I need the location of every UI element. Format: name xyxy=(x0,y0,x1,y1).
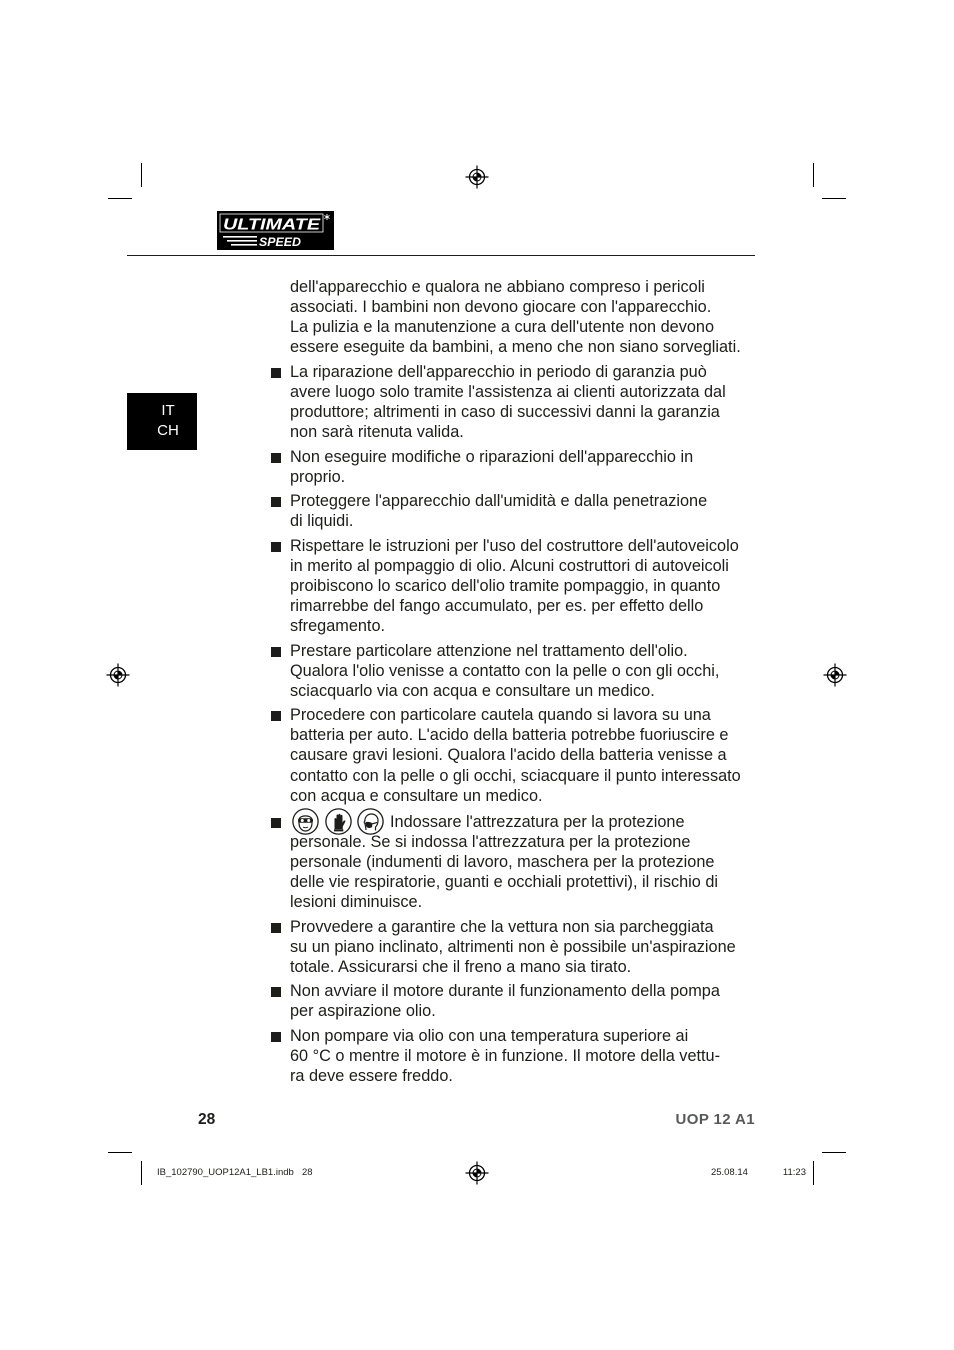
registration-mark xyxy=(106,663,130,687)
crop-mark xyxy=(822,198,846,199)
header-rule xyxy=(127,255,755,256)
text-line: su un piano inclinato, altrimenti non è possibile un'aspirazione xyxy=(290,937,736,956)
model-number: UOP 12 A1 xyxy=(675,1111,755,1128)
print-slug-file: IB_102790_UOP12A1_LB1.indb xyxy=(157,1167,294,1178)
text-line: per aspirazione olio. xyxy=(290,1002,436,1021)
crop-mark xyxy=(822,1152,846,1153)
text-line: Qualora l'olio venisse a contatto con la pelle o con gli occhi, xyxy=(290,661,720,680)
safety-instruction xyxy=(290,491,760,531)
print-slug-date: 25.08.14 xyxy=(710,1167,748,1178)
text-line: contatto con la pelle o gli occhi, sciacquare il punto interessato xyxy=(290,766,741,785)
text-line: sfregamento. xyxy=(290,617,386,636)
text-line: essere eseguite da bambini, a meno che non siano sorvegliati. xyxy=(290,338,741,357)
text-line: non sarà ritenuta valida. xyxy=(290,423,464,442)
text-line: Non pompare via olio con una temperatura superiore ai xyxy=(290,1026,689,1045)
safety-instruction xyxy=(290,1026,760,1086)
text-line: con acqua e consultare un medico. xyxy=(290,786,543,805)
bullet-square xyxy=(271,453,281,463)
text-line: avere luogo solo tramite l'assistenza ai clienti autorizzata dal xyxy=(290,382,726,401)
text-line: dell'apparecchio e qualora ne abbiano compreso i pericoli xyxy=(290,278,705,296)
bullet-square xyxy=(271,1032,281,1042)
text-line: lesioni diminuisce. xyxy=(290,893,423,912)
text-line: ra deve essere freddo. xyxy=(290,1066,453,1085)
print-slug-timestamp xyxy=(711,1167,806,1179)
bullet-square xyxy=(271,368,281,378)
text-line: sciacquarlo via con acqua e consultare un medico. xyxy=(290,681,655,700)
continued-paragraph xyxy=(290,277,760,357)
crop-mark xyxy=(141,1161,142,1185)
text-line: Non avviare il motore durante il funzionamento della pompa xyxy=(290,982,720,1001)
text-line: La riparazione dell'apparecchio in periodo di garanzia può xyxy=(290,362,707,381)
safety-instruction xyxy=(290,536,760,636)
text-line: Rispettare le istruzioni per l'uso del costruttore dell'autoveicolo xyxy=(290,536,739,555)
text-line: proibiscono lo scarico dell'olio tramite pompaggio, in quanto xyxy=(290,576,721,595)
bullet-square xyxy=(271,987,281,997)
language-code-it: IT xyxy=(161,402,175,419)
text-line-with-icons xyxy=(290,812,760,832)
print-slug-page: 28 xyxy=(302,1167,313,1178)
registration-mark xyxy=(465,165,489,189)
print-slug-time: 11:23 xyxy=(782,1167,806,1178)
text-line: personale. Se si indossa l'attrezzatura per la protezione xyxy=(290,832,691,851)
text-line: associati. I bambini non devono giocare con l'apparecchio. xyxy=(290,298,712,317)
text-line: 60 °C o mentre il motore è in funzione. Il motore della vettu- xyxy=(290,1046,721,1065)
safety-instruction xyxy=(290,917,760,977)
safety-instruction xyxy=(290,447,760,487)
safety-goggles-icon xyxy=(292,808,319,835)
text-line: in merito al pompaggio di olio. Alcuni costruttori di autoveicoli xyxy=(290,556,729,575)
bullet-square xyxy=(271,542,281,552)
ppe-icons xyxy=(292,808,384,835)
bullet-square xyxy=(271,818,281,828)
registration-mark xyxy=(823,663,847,687)
safety-instruction xyxy=(290,705,760,805)
logo-word-ultimate: ULTIMATE xyxy=(223,216,322,234)
protective-gloves-icon xyxy=(325,808,352,835)
text-line: batteria per auto. L'acido della batteria potrebbe fuoriuscire e xyxy=(290,726,729,745)
crop-mark xyxy=(813,1161,814,1185)
text-line: Proteggere l'apparecchio dall'umidità e dalla penetrazione xyxy=(290,492,708,511)
text-line: totale. Assicurarsi che il freno a mano sia tirato. xyxy=(290,957,632,976)
brand-logo xyxy=(217,211,334,250)
text-line: di liquidi. xyxy=(290,512,354,531)
text-line: delle vie respiratorie, guanti e occhiali protettivi), il rischio di xyxy=(290,872,719,891)
bullet-square xyxy=(271,711,281,721)
safety-instruction xyxy=(290,981,760,1021)
bullet-square xyxy=(271,497,281,507)
page-number: 28 xyxy=(198,1111,216,1128)
text-line: Indossare l'attrezzatura per la protezione xyxy=(390,812,685,831)
safety-instruction xyxy=(290,362,760,442)
text-line: Procedere con particolare cautela quando si lavora su una xyxy=(290,706,711,725)
language-tab xyxy=(127,393,197,450)
body-text xyxy=(290,277,760,1086)
text-line: Non eseguire modifiche o riparazioni dell'apparecchio in xyxy=(290,447,694,466)
bullet-square xyxy=(271,647,281,657)
crop-mark xyxy=(141,163,142,187)
safety-instruction xyxy=(290,641,760,701)
logo-word-speed: SPEED xyxy=(259,235,302,249)
text-line: produttore; altrimenti in caso di successivi danni la garanzia xyxy=(290,402,720,421)
registration-mark xyxy=(465,1161,489,1185)
crop-mark xyxy=(813,163,814,187)
crop-mark xyxy=(108,1152,132,1153)
text-line: rimarrebbe del fango accumulato, per es. per effetto dello xyxy=(290,596,704,615)
text-line: causare gravi lesioni. Qualora l'acido della batteria venisse a xyxy=(290,746,727,765)
text-line: Prestare particolare attenzione nel trattamento dell'olio. xyxy=(290,641,688,660)
safety-instruction xyxy=(290,812,760,912)
respirator-mask-icon xyxy=(357,808,384,835)
text-line: proprio. xyxy=(290,467,346,486)
text-line: personale (indumenti di lavoro, maschera per la protezione xyxy=(290,852,715,871)
text-line: La pulizia e la manutenzione a cura dell'utente non devono xyxy=(290,318,715,337)
language-code-ch: CH xyxy=(157,422,179,439)
bullet-square xyxy=(271,923,281,933)
text-line: Provvedere a garantire che la vettura non sia parcheggiata xyxy=(290,917,714,936)
crop-mark xyxy=(108,198,132,199)
